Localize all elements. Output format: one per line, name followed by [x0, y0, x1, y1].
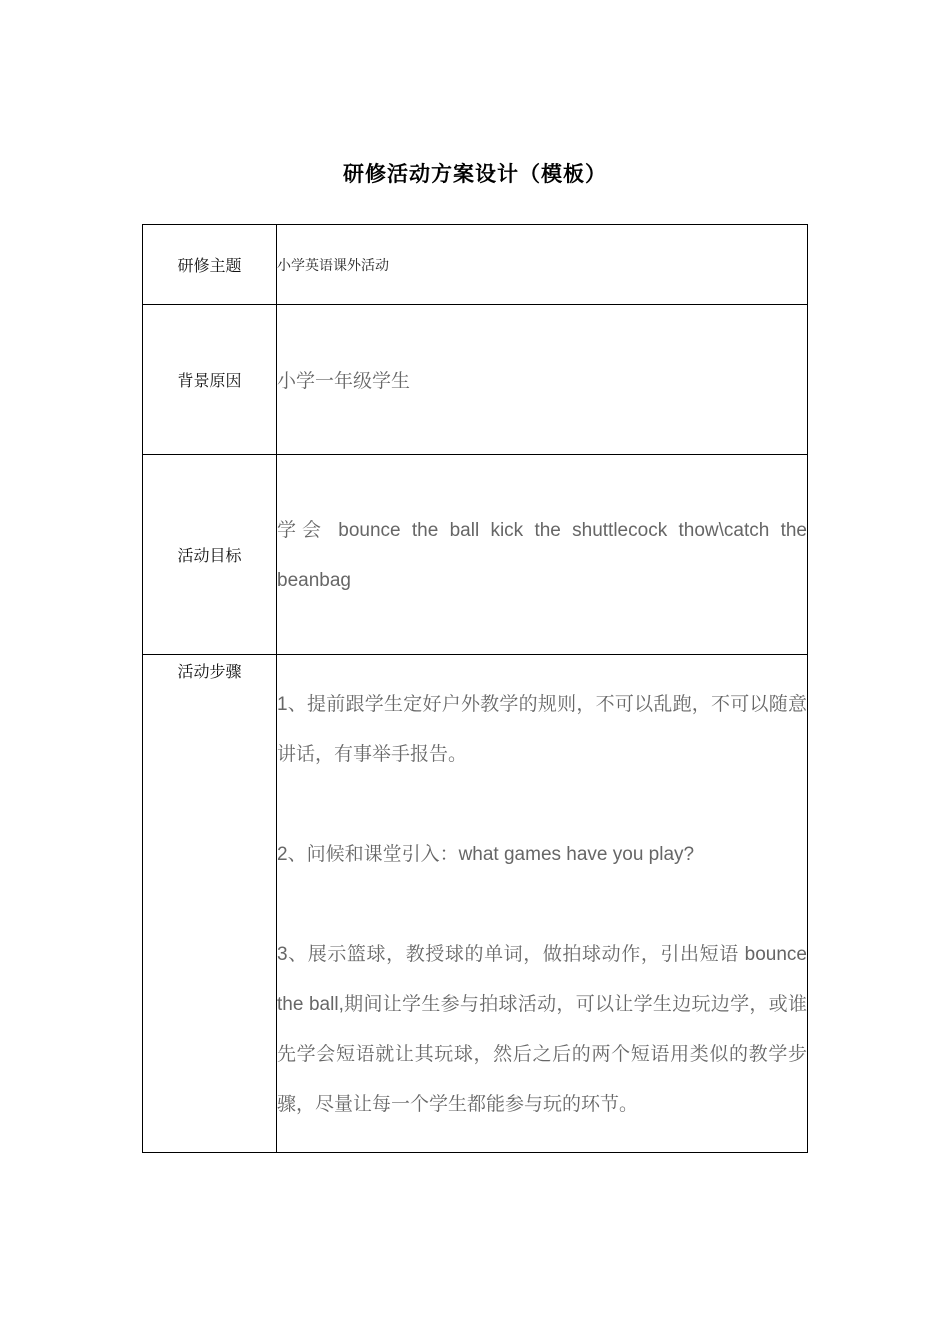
step-item-3: 3、展示篮球，教授球的单词，做拍球动作，引出短语 bounce the ball,期间让学生参与拍球活动，可以让学生边玩边学，或谁先学会短语就让其玩球，然后之后的两个短语用类似的教学步骤，尽量让每一个学生都能参与玩的环节。: [277, 943, 807, 1115]
table-row-goal: [143, 455, 808, 655]
document-title: 研修活动方案设计（模板）: [343, 161, 607, 186]
plan-table: [142, 224, 808, 1153]
step-spacer: [277, 780, 807, 830]
goal-value: 学会 bounce the ball kick the shuttlecock thow\catch the beanbag: [277, 519, 807, 591]
topic-value: 小学英语课外活动: [277, 257, 389, 274]
background-value: 小学一年级学生: [277, 371, 411, 392]
table-row-steps: [143, 655, 808, 1153]
step-item-1: 1、提前跟学生定好户外教学的规则，不可以乱跑，不可以随意讲话，有事举手报告。: [277, 693, 807, 765]
topic-label: 研修主题: [143, 225, 277, 305]
goal-label: 活动目标: [143, 455, 277, 655]
step-item-2: 2、问候和课堂引入：what games have you play?: [277, 843, 695, 865]
background-label: 背景原因: [143, 305, 277, 455]
table-row-topic: [143, 225, 808, 305]
steps-label: 活动步骤: [143, 655, 277, 1153]
background-cell: [277, 305, 808, 455]
steps-cell: [277, 655, 808, 1153]
goal-cell: [277, 455, 808, 655]
table-row-background: [143, 305, 808, 455]
topic-cell: [277, 225, 808, 305]
step-spacer: [277, 880, 807, 930]
